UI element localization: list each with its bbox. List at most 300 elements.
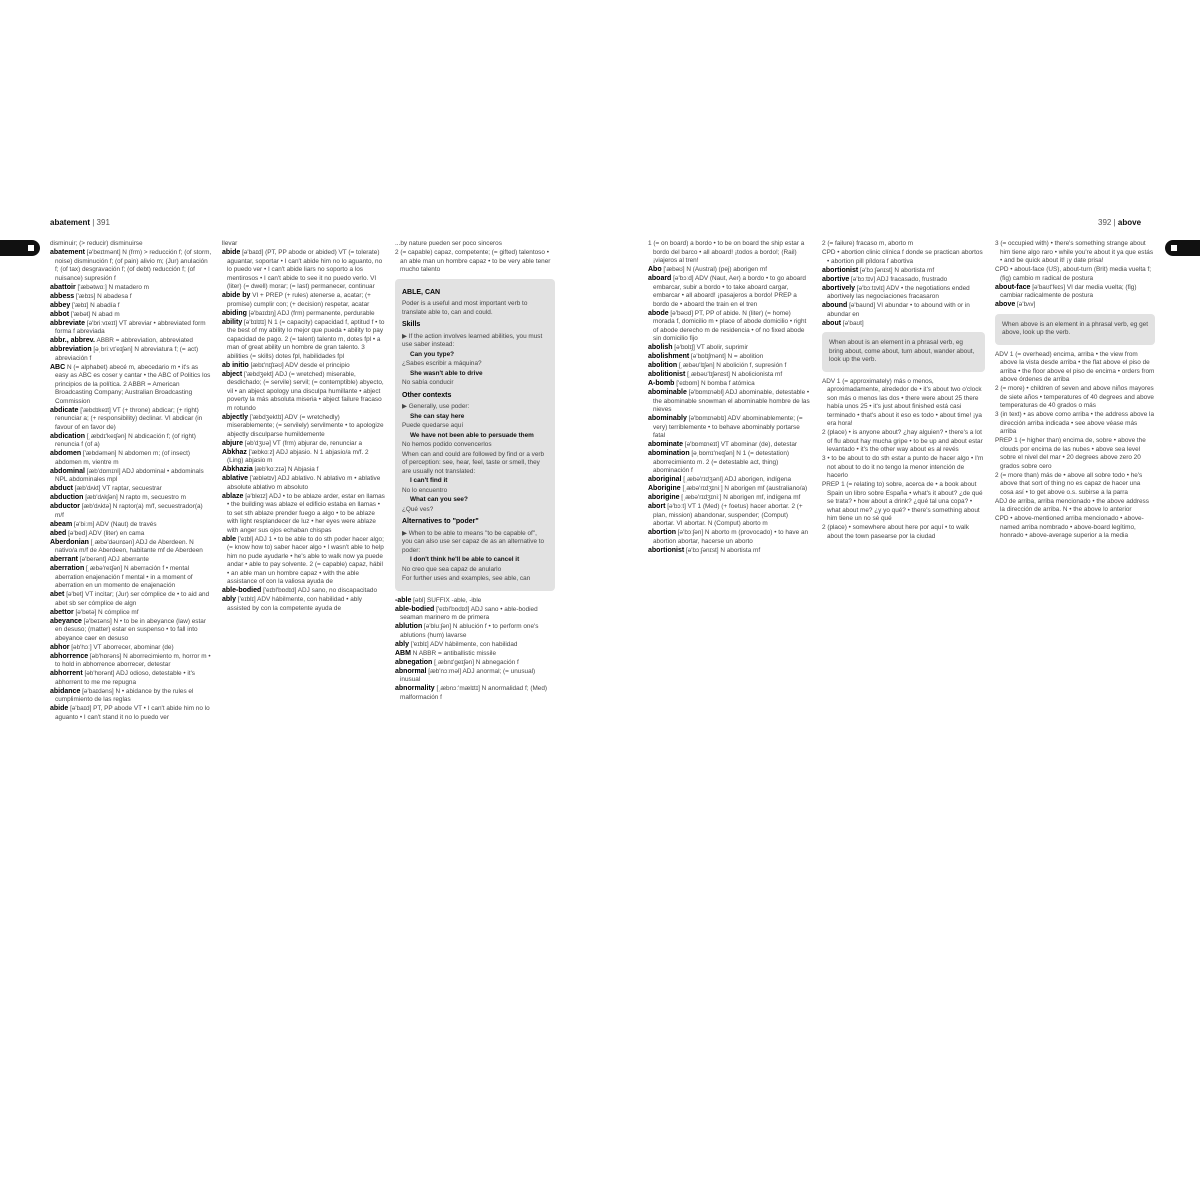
dictionary-entry [50,521,213,530]
entry-definition: [ə'bɒmɪnəbl] ADJ abominable, detestable • the abominable snowman el abominable hombre de las nieves [653,389,810,413]
headword: abnormality [395,685,435,692]
dictionary-entry [50,450,213,467]
dictionary-entry [50,364,213,407]
dictionary-entry [50,618,213,644]
left-column-1 [50,240,213,980]
dictionary-entry [822,267,985,276]
entry-definition: ['eɪbl] ADJ 1 • to be able to do sth poder hacer algo; (= know how to) saber hacer algo • I wasn't able to help him no pude ayudarle • he's able to walk now ya puede andar • able to pay solvente. 2 (= capable) capaz, hábil • an able man un hombre capaz • with the able assistance of con la valiosa ayuda de [227,535,384,585]
headword: abide [50,705,69,712]
entry-definition: [ˌæbəʊ'lɪʃən] N abolición f, supresión f [678,362,787,369]
entry-definition: 1 (= on board) a bordo • to be on board the ship estar a bordo del barco • all aboard! ¡todos a bordo!; (Rail) ¡viajeros al tren! [648,240,805,264]
headword: -able [395,596,412,604]
dictionary-entry [995,385,1155,411]
dictionary-entry [222,319,385,362]
dictionary-entry [822,276,985,285]
headword: abominably [648,415,687,422]
left-thumb-index-tab [0,240,40,256]
usage-example: Can you type? [410,350,455,358]
dictionary-entry [648,503,811,529]
entry-definition: [əb'hɒrənt] ADJ odioso, detestable • it's abhorrent to me me repugna [55,670,195,686]
usage-note-text: ▶ If the action involves learned abilities, you must use saber instead: [402,332,543,348]
dictionary-entry [395,685,555,702]
headword: able-bodied [222,587,262,594]
dictionary-entry [648,450,811,476]
entry-definition: [æb'kɑːzɪə] N Abjasia f [254,466,319,473]
entry-definition: [əb'hɒrəns] N aborrecimiento m, horror m • to hold in abhorrence aborrecer, detestar [55,652,211,668]
headword: able [222,535,237,543]
dictionary-entry [222,475,385,492]
headword: abject [222,370,243,378]
dictionary-entry [222,362,385,371]
usage-note-text: When above is an element in a phrasal verb, eg get above, look up the verb. [1002,320,1149,336]
dictionary-entry [50,433,213,450]
entry-definition: [ə'bɒmɪneɪt] VT abominar (de), detestar [684,441,798,448]
entry-definition: [ə'bɔːd] ADV (Naut, Aer) a bordo • to go aboard embarcar, subir a bordo • to take aboard cargar, embarcar • all aboard! ¡pasajeros a bordo! PREP a bordo de • aboard the train en el tren [653,275,806,308]
entry-definition: [ə'bɔːʃənɪst] N abortista mf [859,266,935,274]
dictionary-entry [50,653,213,670]
dictionary-entry [822,320,985,329]
usage-example: What can you see? [410,496,468,503]
headword: abattoir [50,283,76,291]
entry-definition: disminuir; (> reducir) disminuirse [50,240,143,247]
entry-definition: [ə'bɔːt] VT 1 (Med) (+ foetus) hacer abortar. 2 (+ plan, mission) abandonar, suspender; (Comput) abortar. VI abortar. N (Comput) aborto m [653,503,803,527]
entry-definition: [ə'baɪdəns] N • abidance by the rules el cumplimiento de las reglas [55,687,194,703]
usage-note-heading: Other contexts [402,391,452,399]
dictionary-entry [822,302,985,319]
headword: abdominal [50,467,86,475]
entry-definition: [əb'hɔː] VT aborrecer, abominar (de) [71,643,174,651]
dictionary-entry [995,301,1155,310]
entry-definition: [ə'bɪlɪtɪ] N 1 (= capacity) capacidad f, aptitud f • to the best of my ability lo mejor que pueda • ability to pay capacidad de pago. 2 (= talent) talento m, dotes fpl • a man of great ability un hombre de gran talento. 3 abilities (= skills) dotes fpl, habilidades fpl [227,318,385,360]
headword: abet [50,591,65,598]
entry-definition: 2 (= failure) fracaso m, aborto m [822,240,914,247]
dictionary-entry [222,240,385,249]
entry-definition: N ABBR = antiballistic missile [412,649,497,657]
dictionary-entry [222,371,385,414]
usage-note-box [995,314,1155,345]
right-running-head: 392 | above [1098,218,1142,227]
entry-definition: 2 (= capable) capaz, competente; (= gifted) talentoso • an able man un hombre capaz • to be very able tener mucho talento [395,249,551,273]
right-guide-word: above [1117,218,1142,227]
dictionary-entry [822,524,985,541]
entry-definition: [ə'bʌv] [1017,301,1036,308]
dictionary-entry [50,591,213,608]
headword: abdication [50,432,86,440]
entry-definition: ['æbdʒektlɪ] ADV (= wretchedly) miserablemente; (= servilely) servilmente • to apologize abjectly disculparse humildemente [227,413,384,438]
headword: abdomen [50,450,82,457]
headword: abomination [648,450,690,457]
dictionary-entry [822,285,985,302]
headword: abnormal [395,667,427,675]
dictionary-entry [995,266,1155,283]
headword: aboard [648,275,672,282]
dictionary-entry [50,705,213,722]
dictionary-entry [822,481,985,524]
entry-definition: [ə'baɪdɪŋ] ADJ (frm) permanente, perdurable [248,309,375,317]
dictionary-entry [222,596,385,613]
entry-definition: N (= alphabet) abecé m, abecedario m • it's as easy as ABC es coser y cantar • the ABC of Politics los principios de la política. 2 ABBR = American Broadcasting Company; Australian Broadcasting Commission [55,363,211,405]
entry-definition: 2 (place) • is anyone about? ¿hay alguien? • there's a lot of flu about hay mucha gripe • to be up and about estar levantado • it's the other way about es al revés [822,429,983,453]
headword: Aborigine [648,485,681,492]
entry-definition: PREP 1 (= higher than) encima de, sobre • above the clouds por encima de las nubes • above sea level sobre el nivel del mar • 20 degrees above zero 20 grados sobre cero [995,437,1146,470]
dictionary-entry [50,609,213,618]
headword: abort [648,503,666,510]
dictionary-entry [50,249,213,283]
right-column-1 [648,240,811,980]
entry-definition: ['æbdʒekt] ADJ (= wretched) miserable, desdichado; (= servile) servil; (= contemptible) abyecto, vil • an abject apology una disculpa humillante • abject poverty la más absoluta miseria • abject failure fracaso m rotundo [227,370,384,412]
entry-definition: VI + PREP (+ rules) atenerse a, acatar; (+ promise) cumplir con; (+ decision) respetar, acatar [227,292,371,308]
dictionary-entry [50,565,213,591]
usage-note-text: ¿Qué ves? [402,505,434,513]
headword: abdicate [50,406,79,414]
headword: ablaze [222,492,244,500]
entry-definition: [ə'bɔːtɪv] ADJ fracasado, frustrado [851,275,948,283]
headword: abduction [50,494,84,501]
headword: above [995,301,1016,308]
entry-definition: [ə'baʊt'feɪs] VI dar media vuelta; (fig) cambiar radicalmente de postura [1000,283,1137,299]
usage-note-heading: Alternatives to "poder" [402,518,479,525]
usage-note-text: No creo que sea capaz de anularlo [402,565,502,573]
entry-definition: [ˌæbə'rɪdʒɪniː] N aborigen mf (australiano/a) [682,485,808,492]
entry-definition: [ˌæbdɪ'keɪʃən] N abdicación f; (of right) renuncia f (of a) [55,432,196,448]
entry-definition: ADJ de arriba, arriba mencionado • the above address la dirección de arriba. N • the above lo anterior [995,497,1149,513]
entry-definition: ['æbdəmən] N abdomen m; (of insect) abdomen m, vientre m [55,450,190,466]
entry-definition: [ə'betə] N cómplice mf [75,608,139,616]
entry-definition: PREP 1 (= relating to) sobre, acerca de • a book about Spain un libro sobre España • what's it about? ¿de qué se trata? • how about a drink? ¿qué tal una copa? • what about me? ¿y yo qué? • there's something about him tiene un no sé qué [822,481,983,522]
dictionary-entry [395,623,555,640]
headword: abjectly [222,413,249,421]
dictionary-entry [995,284,1155,301]
entry-definition: [ˌæbə'dəʊnɪən] ADJ de Aberdeen. N nativo/a m/f de Aberdeen, habitante mf de Aberdeen [55,538,203,554]
headword: aboriginal [648,476,682,483]
dictionary-entry [648,362,811,371]
dictionary-entry [50,556,213,565]
entry-definition: ['æblətɪv] ADJ ablativo. N ablativo m • ablative absolute ablativo m absoluto [227,475,381,491]
dictionary-entry [50,311,213,320]
dictionary-entry [395,597,555,606]
dictionary-entry [995,411,1155,437]
headword: abound [822,302,848,309]
headword: abatement [50,249,86,256]
dictionary-entry [648,415,811,441]
entry-definition: [ə'biːm] ADV (Naut) de través [73,520,157,528]
entry-definition: [ə'bɔːtɪvlɪ] ADV • the negotiations ended abortively las negociaciones fracasaron [827,284,970,300]
headword: Aberdonian [50,538,89,546]
entry-definition: [æb'nɔːməl] ADJ anormal; (= unusual) inusual [400,667,536,683]
headword: ablative [222,475,249,482]
entry-definition: [ə'baɪd] PT, PP abode VT • I can't abide him no lo aguanto • I can't stand it no lo puedo ver [55,705,210,721]
entry-definition: ABBR = abbreviation, abbreviated [96,337,193,344]
headword: about [822,319,842,327]
entry-definition: [ə'bed] ADV (liter) en cama [68,529,145,537]
headword: abide [222,249,241,256]
headword: about-face [995,283,1031,291]
entry-definition: ...by nature pueden ser poco sinceros [395,240,502,247]
dictionary-entry [995,472,1155,498]
headword: aberration [50,565,85,572]
headword: ability [222,318,243,326]
right-thumb-index-tab [1165,240,1200,256]
entry-definition: [æb'dʌkʃən] N rapto m, secuestro m [85,494,186,501]
usage-note-box [395,279,555,591]
usage-note-text: No lo encuentro [402,486,448,494]
usage-note-title: ABLE, CAN [402,288,441,296]
usage-note-text: ¿Sabes escribir a máquina? [402,360,482,367]
dictionary-entry [50,670,213,687]
entry-definition: ['æbətwɑː] N matadero m [77,283,149,291]
entry-definition: ['æbɪ] N abadía f [72,301,120,309]
usage-example: She can stay here [410,412,465,420]
dictionary-entry [222,310,385,319]
left-running-head: abatement | 391 [50,218,110,227]
entry-definition: [əb'dʒʊə] VT (frm) abjurar de, renunciar a [244,439,363,447]
dictionary-entry [648,266,811,275]
headword: abolition [648,362,678,369]
dictionary-entry [222,587,385,596]
dictionary-entry [822,455,985,481]
dictionary-entry [648,389,811,415]
headword: abolishment [648,353,690,360]
entry-definition: ['æbət] N abad m [70,310,120,318]
headword: aberrant [50,556,79,563]
headword: abbot [50,310,70,318]
headword: aborigine [648,494,680,501]
usage-note-text: When can and could are followed by find or a verb of perception: see, hear, feel, taste or smell, they are usually not translated: [402,450,545,475]
dictionary-entry [648,485,811,494]
headword: ably [222,596,237,603]
dictionary-entry [995,498,1155,515]
entry-definition: [ˌæbnɪ'geɪʃən] N abnegación f [434,658,519,666]
entry-definition: llevar [222,240,238,247]
entry-definition: 2 (= more) • children of seven and above niños mayores de siete años • temperatures of 40 degrees and above temperaturas de 40 grados o más [995,385,1154,409]
entry-definition: ['æbkɑːz] ADJ abjasio. N 1 abjasio/a m/f. 2 (Ling) abjasio m [227,448,369,464]
headword: Abkhazia [222,466,253,473]
dictionary-entry [648,240,811,266]
dictionary-entry [822,249,985,266]
entry-definition: 2 (= more than) más de • above all sobre todo • he's above that sort of thing no es capaz de hacer una cosa así • to get above o.s. subirse a la parra [995,471,1143,496]
headword: abortion [648,529,676,536]
dictionary-entry [222,249,385,292]
dictionary-entry [395,668,555,685]
entry-definition: 3 (= occupied with) • there's something strange about him tiene algo raro • while you're about it ya que estás • and be quick about it! ¡y date prisa! [995,240,1154,264]
dictionary-entry [648,476,811,485]
entry-definition: CPD • abortion clinic clínica f donde se practican abortos • abortion pill píldora f abortiva [822,249,983,265]
headword: abeyance [50,617,82,625]
headword: abidance [50,687,81,695]
entry-definition: [ˌæbnɔː'mælɪtɪ] N anormalidad f; (Med) malformación f [400,685,548,701]
headword: abiding [222,309,247,317]
entry-definition: ['æbɪs] N abadesa f [75,292,132,300]
entry-definition: [ˌæbə'rɪdʒənl] ADJ aborigen, indígena [683,476,792,483]
dictionary-entry [222,292,385,309]
headword: abbr., abbrev. [50,337,95,344]
dictionary-entry [822,378,985,429]
entry-definition: ADV 1 (= overhead) encima, arriba • the view from above la vista desde arriba • the flat above el piso de arriba • the floor above el piso de encima • orders from above órdenes de arriba [995,350,1155,383]
headword: abortionist [822,266,859,274]
entry-definition: [əˌbriːvɪ'eɪʃən] N abreviatura f; (= act) abreviación f [55,346,199,362]
left-column-2 [222,240,385,980]
dictionary-entry [50,284,213,293]
dictionary-entry [648,371,811,380]
headword: abjure [222,439,244,447]
dictionary-entry [648,547,811,556]
headword: abeam [50,520,73,528]
dictionary-entry [50,485,213,494]
dictionary-entry [395,641,555,650]
dictionary-entry [648,380,811,389]
dictionary-entry [50,337,213,346]
dictionary-entry [50,530,213,539]
entry-definition: [ə'beɪtmənt] N (frm) > reducción f; (of storm, noise) disminución f; (of pain) alivio m; (Jur) anulación f; (of tax) desgravación f; (of debt) reducción f; (of nuisance) supresión f [55,249,212,282]
headword: abbreviation [50,346,92,353]
entry-definition: ['eɪblɪ] ADV hábilmente, con habilidad • ably assisted by con la competente ayuda de [227,596,362,612]
dictionary-entry [50,346,213,363]
entry-definition: [ə'baʊt] [842,319,864,327]
entry-definition: [əˌbɒmɪ'neɪʃən] N 1 (= detestation) aborrecimiento m. 2 (= detestable act, thing) abominación f [653,450,790,474]
headword: Abkhaz [222,448,247,456]
dictionary-entry [648,344,811,353]
dictionary-entry [50,494,213,503]
entry-definition: [ə'bɒlɪʃ] VT abolir, suprimir [674,344,748,351]
left-page-number: 391 [96,218,110,227]
headword: ABC [50,363,66,371]
usage-note-text: No sabía conducir [402,379,454,386]
entry-definition: [ə'bleɪz] ADJ • to be ablaze arder, estar en llamas • the building was ablaze el edificio estaba en llamas • to set sth ablaze prender fuego a algo • to be ablaze with light resplandecer de luz • her eyes were ablaze with anger sus ojos echaban chispas [227,492,385,534]
dictionary-entry [648,353,811,362]
dictionary-entry [648,494,811,503]
headword: abettor [50,608,74,616]
headword: abbess [50,292,75,300]
entry-definition: [ə'berənt] ADJ aberrante [79,556,149,563]
entry-definition: ['eɪbɒm] N bomba f atómica [676,380,755,387]
dictionary-entry [995,515,1155,541]
entry-definition: 3 (in text) • as above como arriba • the address above la dirección arriba indicada • see above véase más arriba [995,411,1154,435]
entry-definition: CPD • above-mentioned arriba mencionado • above-named arriba nombrado • above-board legítimo, honrado • above-average superior a la media [995,515,1144,539]
dictionary-entry [222,536,385,587]
headword: abortive [822,275,850,283]
headword: Abo [648,266,662,273]
entry-definition: [ə'bɔːʃənɪst] N abortista mf [685,546,761,554]
entry-definition: [əbl] SUFFIX -able, -ible [413,596,482,604]
entry-definition: [æb'dʌkt] VT raptar, secuestrar [74,485,162,492]
usage-note-text: ▶ Generally, use poder: [402,403,470,410]
entry-definition: [ə'bet] VT incitar; (Jur) ser cómplice de • to aid and abet sb ser cómplice de algn [55,591,210,607]
dictionary-entry [50,240,213,249]
entry-definition: [ə'bɒlɪʃmənt] N = abolition [691,353,764,360]
entry-definition: [ə'bɒmɪnəblɪ] ADV abominablemente; (= very) terriblemente • to behave abominably portarse fatal [653,415,803,439]
headword: able-bodied [395,605,435,613]
usage-note-text: No hemos podido convencerlos [402,441,492,448]
dictionary-entry [222,449,385,466]
dictionary-entry [222,414,385,440]
dictionary-entry [822,240,985,249]
headword: ABM [395,649,411,657]
usage-note-heading: Skills [402,321,421,328]
dictionary-entry [395,240,555,249]
entry-definition: [ˌæbə'reɪʃən] N aberración f • mental aberration enajenación f mental • in a moment of aberration en un momento de enajenación [55,565,193,589]
dictionary-entry [395,659,555,668]
entry-definition: [ə'beɪəns] N • to be in abeyance (law) estar en desuso; (matter) estar en suspenso • to fall into abeyance caer en desuso [55,617,206,642]
entry-definition: ['æbdɪkeɪt] VT (+ throne) abdicar; (+ right) renunciar a; (+ responsibility) declinar. VI abdicar (in favour of en favor de) [55,406,203,431]
headword: abed [50,529,67,537]
entry-definition: 3 • to be about to do sth estar a punto de hacer algo • I'm not about to do it no tengo la menor intención de hacerlo [822,455,984,479]
dictionary-entry [395,606,555,623]
entry-definition: [ə'bluːʃən] N ablución f • to perform one's ablutions (hum) lavarse [400,623,539,639]
entry-definition: CPD • about-face (US), about-turn (Brit) media vuelta f; (fig) cambio m radical de postura [995,266,1152,282]
usage-example: We have not been able to persuade them [410,431,534,439]
usage-example: She wasn't able to drive [410,369,483,377]
usage-note-box [822,332,985,372]
dictionary-entry [50,302,213,311]
dictionary-entry [50,539,213,556]
dictionary-entry [822,429,985,455]
headword: abductor [50,503,80,510]
entry-definition: [ə'bəʊd] PT, PP of abide. N (liter) (= home) morada f, domicilio m • place of abode domicilio • right of abode derecho m de residencia • of no fixed abode sin domicilio fijo [653,309,807,342]
usage-note-text: ▶ When to be able to means "to be capable of", you can also use ser capaz de as an alternative to poder: [402,529,545,554]
headword: abode [648,309,669,317]
dictionary-entry [995,351,1155,385]
headword: abolitionist [648,371,686,378]
headword: abortionist [648,546,685,554]
dictionary-entry [648,441,811,450]
dictionary-entry [50,293,213,302]
entry-definition: ['eɪbl'bɒdɪd] ADJ sano, no discapacitado [263,587,377,594]
headword: abnegation [395,658,433,666]
dictionary-entry [50,468,213,485]
entry-definition: [ə'baɪd] (PT, PP abode or abided) VT (= tolerate) aguantar, soportar • I can't abide him no lo aguanto, no lo puedo ver • I can't abide liars no soporto a los mentirosos • I can't abide to see it no puedo verlo. VI (liter) (= dwell) morar; (= last) permanecer, continuar [227,249,383,290]
dictionary-entry [222,440,385,449]
left-guide-word: abatement [50,218,91,227]
dictionary-entry [395,650,555,659]
entry-definition: [ə'bɔːʃən] N aborto m (provocado) • to have an abortion abortar, hacerse un aborto [653,529,809,545]
entry-definition: ['eɪblɪ] ADV hábilmente, con habilidad [410,640,518,648]
headword: abbreviate [50,319,86,327]
headword: abhorrent [50,670,83,677]
headword: abolish [648,344,673,351]
headword: abortively [822,284,856,292]
entry-definition: [æb'dʌktə] N raptor(a) m/f, secuestrador(a) m/f [55,503,203,519]
dictionary-entry [50,320,213,337]
dictionary-entry [648,275,811,309]
headword: ably [395,640,410,648]
dictionary-entry [648,529,811,546]
left-column-3 [395,240,555,980]
headword: abhorrence [50,652,89,660]
usage-note-text: Poder is a useful and most important verb to translate able to, can and could. [402,300,528,316]
dictionary-entry [50,503,213,520]
headword: ablution [395,623,423,630]
entry-definition: ['æbəʊ] N (Austral) (pej) aborigen mf [663,266,767,273]
entry-definition: ['eɪbl'bɒdɪd] ADJ sano • able-bodied seaman marinero m de primera [400,605,538,621]
entry-definition: [æb'dɒmɪnl] ADJ abdominal • abdominals NPL abdominales mpl [55,467,204,483]
dictionary-entry [995,240,1155,266]
entry-definition: [ˌæbə'rɪdʒɪniː] N aborigen mf, indígena mf [681,494,801,501]
right-page-number: 392 [1098,218,1112,227]
entry-definition: [æbɪ'nɪʃɪəʊ] ADV desde el principio [250,361,350,369]
headword: abide by [222,292,251,299]
dictionary-entry [995,437,1155,471]
usage-example: I don't think he'll be able to cancel it [410,556,520,563]
usage-note-text: Puede quedarse aquí [402,422,464,429]
dictionary-entry [50,644,213,653]
entry-definition: [ˌæbəʊ'lɪʃənɪst] N abolicionista mf [687,371,783,378]
headword: abduct [50,485,73,492]
entry-definition: ADV 1 (= approximately) más o menos, aproximadamente, alrededor de • it's about two o'clock son más o menos las dos • there were about 25 there había unos 25 • it's just about finished está casi terminado • that's about it eso es todo • about time! ¡ya era hora! [822,377,982,427]
dictionary-entry [50,407,213,433]
usage-note-text: For further uses and examples, see able, can [402,575,531,582]
usage-example: I can't find it [410,477,448,484]
headword: abbey [50,301,71,309]
